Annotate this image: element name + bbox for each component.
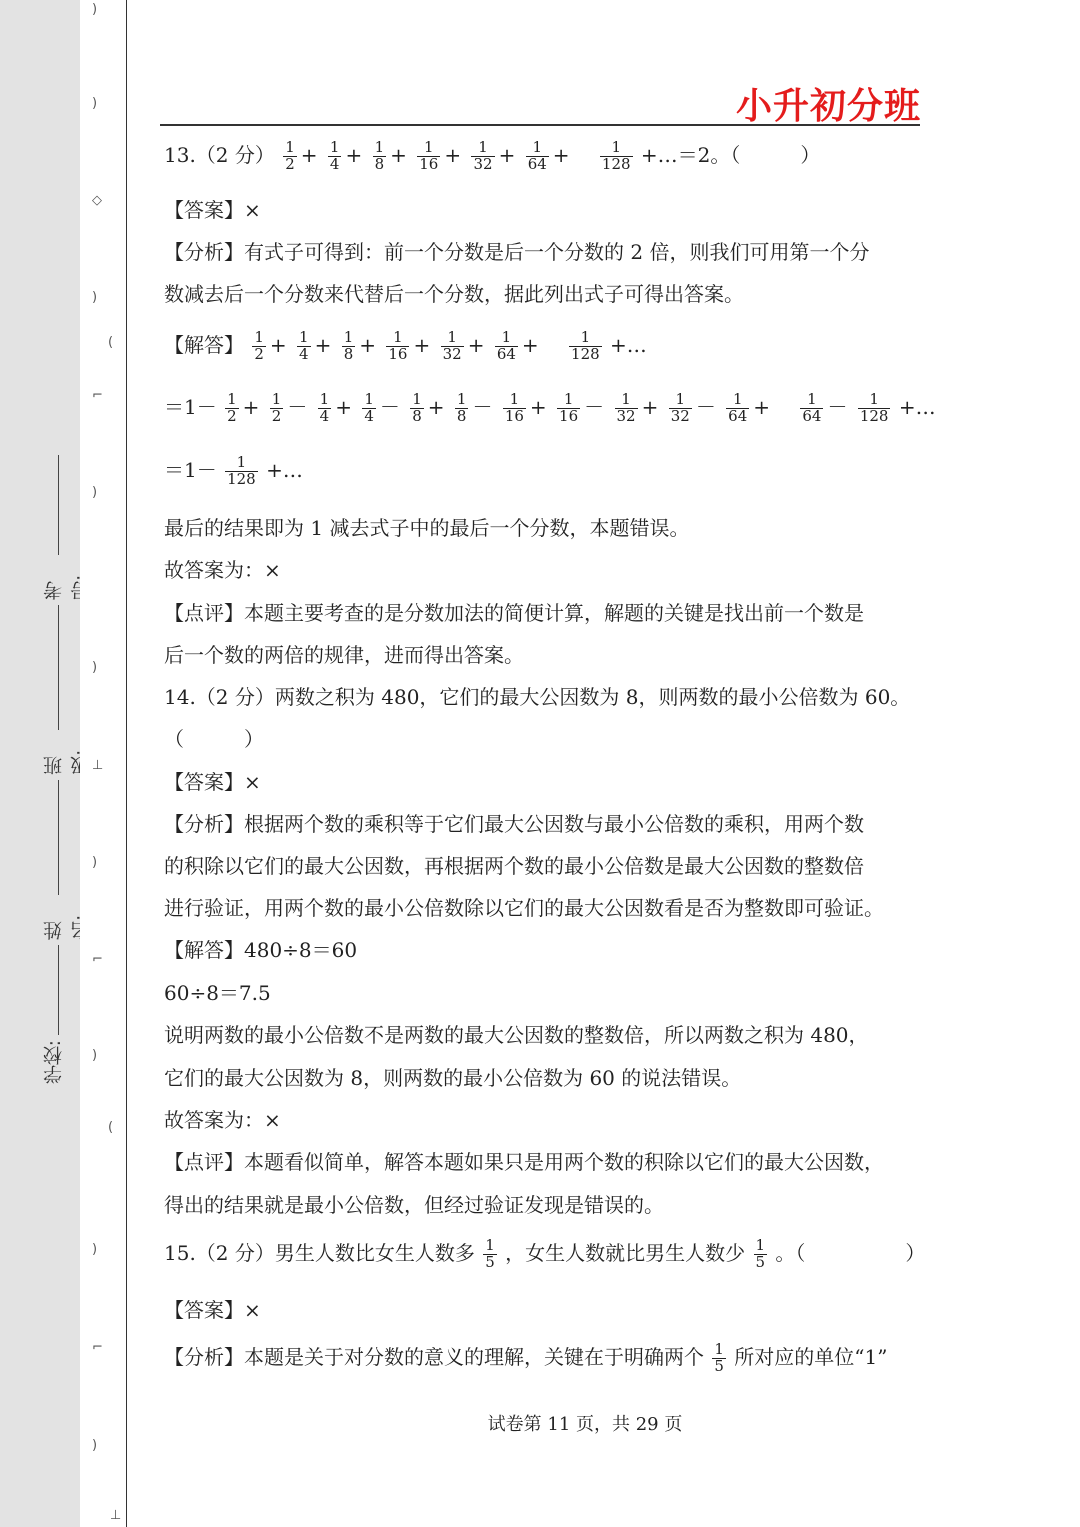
q13-solution: 【解答】 $\frac{1}{2}$ + $\frac{1}{4}$ + $\frac{1}{8}$ + $\frac{1}{16}$ + $\frac{1}{32}$ + $\frac{1}{64}$ + $\frac{1}{128}$ +… [164, 328, 647, 363]
fraction-1-128: $\frac{1}{128}$ [227, 453, 256, 488]
q14-calc: 60÷8＝7.5 [164, 981, 271, 1005]
q15-analysis [164, 1342, 887, 1375]
fraction-1-2: $\frac{1}{2}$ [271, 390, 282, 425]
binding-mark: ⊥ [110, 1508, 122, 1523]
fraction-1-8: $\frac{1}{8}$ [456, 390, 467, 425]
fraction-1-32: $\frac{1}{32}$ [670, 390, 690, 425]
binding-mark: ) [92, 1048, 98, 1063]
q13-answer: 【答案】× [164, 198, 261, 222]
ellipsis: +… [898, 394, 936, 419]
q14-analysis-line-2: 的积除以它们的最大公因数，再根据两个数的最小公倍数是最大公因数的整数倍 [164, 854, 864, 878]
q14-comment-line-1: 【点评】本题看似简单，解答本题如果只是用两个数的积除以它们的最大公因数， [164, 1150, 884, 1174]
q14-final-answer: 故答案为：× [164, 1108, 281, 1132]
q13-prefix: 13.（2 分） [164, 142, 275, 167]
binding-mark: ◇ [92, 193, 102, 208]
binding-mark: ) [92, 1242, 98, 1257]
exam-number-field [22, 455, 78, 600]
ellipsis: +… [266, 457, 303, 482]
q13-comment-line-1: 【点评】本题主要考查的是分数加法的简便计算，解题的关键是找出前一个数是 [164, 601, 864, 625]
fraction-1-8: $\frac{1}{8}$ [374, 138, 385, 173]
q14-answer: 【答案】× [164, 770, 261, 794]
q13-analysis-line-2: 数减去后一个分数来代替后一个分数，据此列出式子可得出答案。 [164, 282, 744, 306]
ellipsis: +… [610, 332, 647, 357]
q14-question-line-2: （ ） [164, 727, 264, 751]
fraction-1-2: $\frac{1}{2}$ [254, 328, 264, 363]
q13-tail: +…＝2。（ ） [640, 142, 821, 167]
fraction-1-4: $\frac{1}{4}$ [319, 390, 330, 425]
q15-question [164, 1238, 925, 1271]
q15-text-b: ，女生人数就比男生人数少 [505, 1240, 746, 1265]
fraction-1-5: $\frac{1}{5}$ [714, 1340, 724, 1375]
binding-mark: ⌐ [92, 1340, 103, 1355]
q13-comment-line-2: 后一个数的两倍的规律，进而得出答案。 [164, 643, 524, 667]
fraction-1-32: $\frac{1}{32}$ [473, 138, 493, 173]
binding-mark: ) [92, 485, 98, 500]
class-field [22, 605, 78, 775]
fraction-1-2: $\frac{1}{2}$ [285, 138, 295, 173]
fraction-1-16: $\frac{1}{16}$ [419, 138, 439, 173]
fraction-1-5: $\frac{1}{5}$ [755, 1236, 766, 1271]
q14-comment-line-2: 得出的结果就是最小公倍数，但经过验证发现是错误的。 [164, 1193, 664, 1217]
exam-number-line [58, 455, 59, 555]
binding-mark: ( [108, 335, 114, 350]
class-line [58, 605, 59, 730]
fraction-1-5: $\frac{1}{5}$ [485, 1236, 495, 1271]
expansion-start: ＝1－ [164, 394, 217, 419]
binding-mark: ⊥ [92, 758, 104, 773]
class-label: 班 [43, 756, 65, 775]
q14-explain-line-2: 它们的最大公因数为 8，则两数的最小公倍数为 60 的说法错误。 [164, 1066, 742, 1090]
q15-analysis-a: 【分析】本题是关于对分数的意义的理解，关键在于明确两个 [164, 1344, 704, 1369]
binding-mark: ) [92, 96, 98, 111]
page-number: 试卷第 11 页，共 29 页 [487, 1414, 683, 1435]
binding-mark: ) [92, 2, 98, 17]
binding-mark: ) [92, 660, 98, 675]
q13-question: 13.（2 分） $\frac{1}{2}$ + $\frac{1}{4}$ + $\frac{1}{8}$ + $\frac{1}{16}$ + $\frac{1}{32}$ + $\frac{1}{64}$ + $\frac{1}{128}$ +…＝2。（ ） [164, 138, 821, 173]
fraction-1-64: $\frac{1}{64}$ [728, 390, 748, 425]
fraction-1-128: $\frac{1}{128}$ [601, 138, 631, 173]
q14-analysis-line-1: 【分析】根据两个数的乘积等于它们最大公因数与最小公倍数的乘积，用两个数 [164, 812, 864, 836]
fraction-1-16: $\frac{1}{16}$ [559, 390, 579, 425]
name-field [22, 780, 78, 940]
binding-mark: ) [92, 1438, 98, 1453]
fraction-1-32: $\frac{1}{32}$ [616, 390, 636, 425]
fraction-1-4: $\frac{1}{4}$ [299, 328, 309, 363]
solution-label: 【解答】 [164, 332, 244, 357]
page-footer [0, 1410, 1080, 1436]
fraction-1-64: $\frac{1}{64}$ [802, 390, 822, 425]
q14-question-line-1: 14.（2 分）两数之积为 480，它们的最大公因数为 8，则两数的最小公倍数为 60。 [164, 685, 911, 709]
school-field [22, 945, 78, 1095]
q15-answer: 【答案】× [164, 1298, 261, 1322]
q15-analysis-b: 所对应的单位“1” [734, 1344, 888, 1369]
q13-result: 最后的结果即为 1 减去式子中的最后一个分数，本题错误。 [164, 516, 690, 540]
name-label: 姓 [43, 921, 65, 940]
fraction-1-64: $\frac{1}{64}$ [527, 138, 547, 173]
fraction-1-16: $\frac{1}{16}$ [504, 390, 524, 425]
q15-text-c: 。（ ） [775, 1240, 926, 1265]
q13-final-answer: 故答案为：× [164, 558, 281, 582]
binding-mark: ) [92, 290, 98, 305]
q14-analysis-line-3: 进行验证，用两个数的最小公倍数除以它们的最大公因数看是否为整数即可验证。 [164, 896, 884, 920]
fraction-1-32: $\frac{1}{32}$ [442, 328, 462, 363]
header-rule [160, 124, 920, 126]
fraction-1-8: $\frac{1}{8}$ [412, 390, 422, 425]
school-label: 学校: [43, 1040, 65, 1085]
fraction-1-2: $\frac{1}{2}$ [227, 390, 237, 425]
binding-mark: ( [108, 1120, 114, 1135]
q13-analysis-line-1: 【分析】有式子可得到：前一个分数是后一个分数的 2 倍，则我们可用第一个分 [164, 240, 870, 264]
simplified-start: ＝1－ [164, 457, 217, 482]
binding-strip [80, 0, 127, 1527]
binding-mark: ) [92, 855, 98, 870]
student-info-fields [22, 455, 78, 1095]
exam-number-label: 考 [43, 581, 65, 600]
q14-explain-line-1: 说明两数的最小公倍数不是两数的最大公因数的整数倍，所以两数之积为 480， [164, 1023, 869, 1047]
fraction-1-4: $\frac{1}{4}$ [329, 138, 340, 173]
name-line [58, 780, 59, 895]
fraction-1-128: $\frac{1}{128}$ [859, 390, 889, 425]
brand-title: 小升初分班 [736, 86, 922, 127]
school-line [58, 945, 59, 1035]
fraction-1-64: $\frac{1}{64}$ [496, 328, 516, 363]
q15-text-a: 15.（2 分）男生人数比女生人数多 [164, 1240, 475, 1265]
binding-mark: ⌐ [92, 388, 103, 403]
binding-mark: ⌐ [92, 952, 103, 967]
fraction-1-4: $\frac{1}{4}$ [364, 390, 374, 425]
q13-expansion: ＝1－ $\frac{1}{2}$ + $\frac{1}{2}$ － $\frac{1}{4}$ + $\frac{1}{4}$ － $\frac{1}{8}$ + $\frac{1}{8}$ － $\frac{1}{16}$ + $\frac{1}{16}$ － $\frac{1}{32}$ + $\frac{1}{32}$ － $\frac{1}{64}$ + $\frac{1}{64}$ － $\frac{1}{128}$ +… [164, 390, 936, 425]
left-gutter [0, 0, 82, 1527]
fraction-1-8: $\frac{1}{8}$ [343, 328, 354, 363]
fraction-1-16: $\frac{1}{16}$ [388, 328, 408, 363]
q13-simplified [164, 455, 303, 488]
fraction-1-128: $\frac{1}{128}$ [571, 328, 600, 363]
q14-solution: 【解答】480÷8＝60 [164, 938, 358, 962]
